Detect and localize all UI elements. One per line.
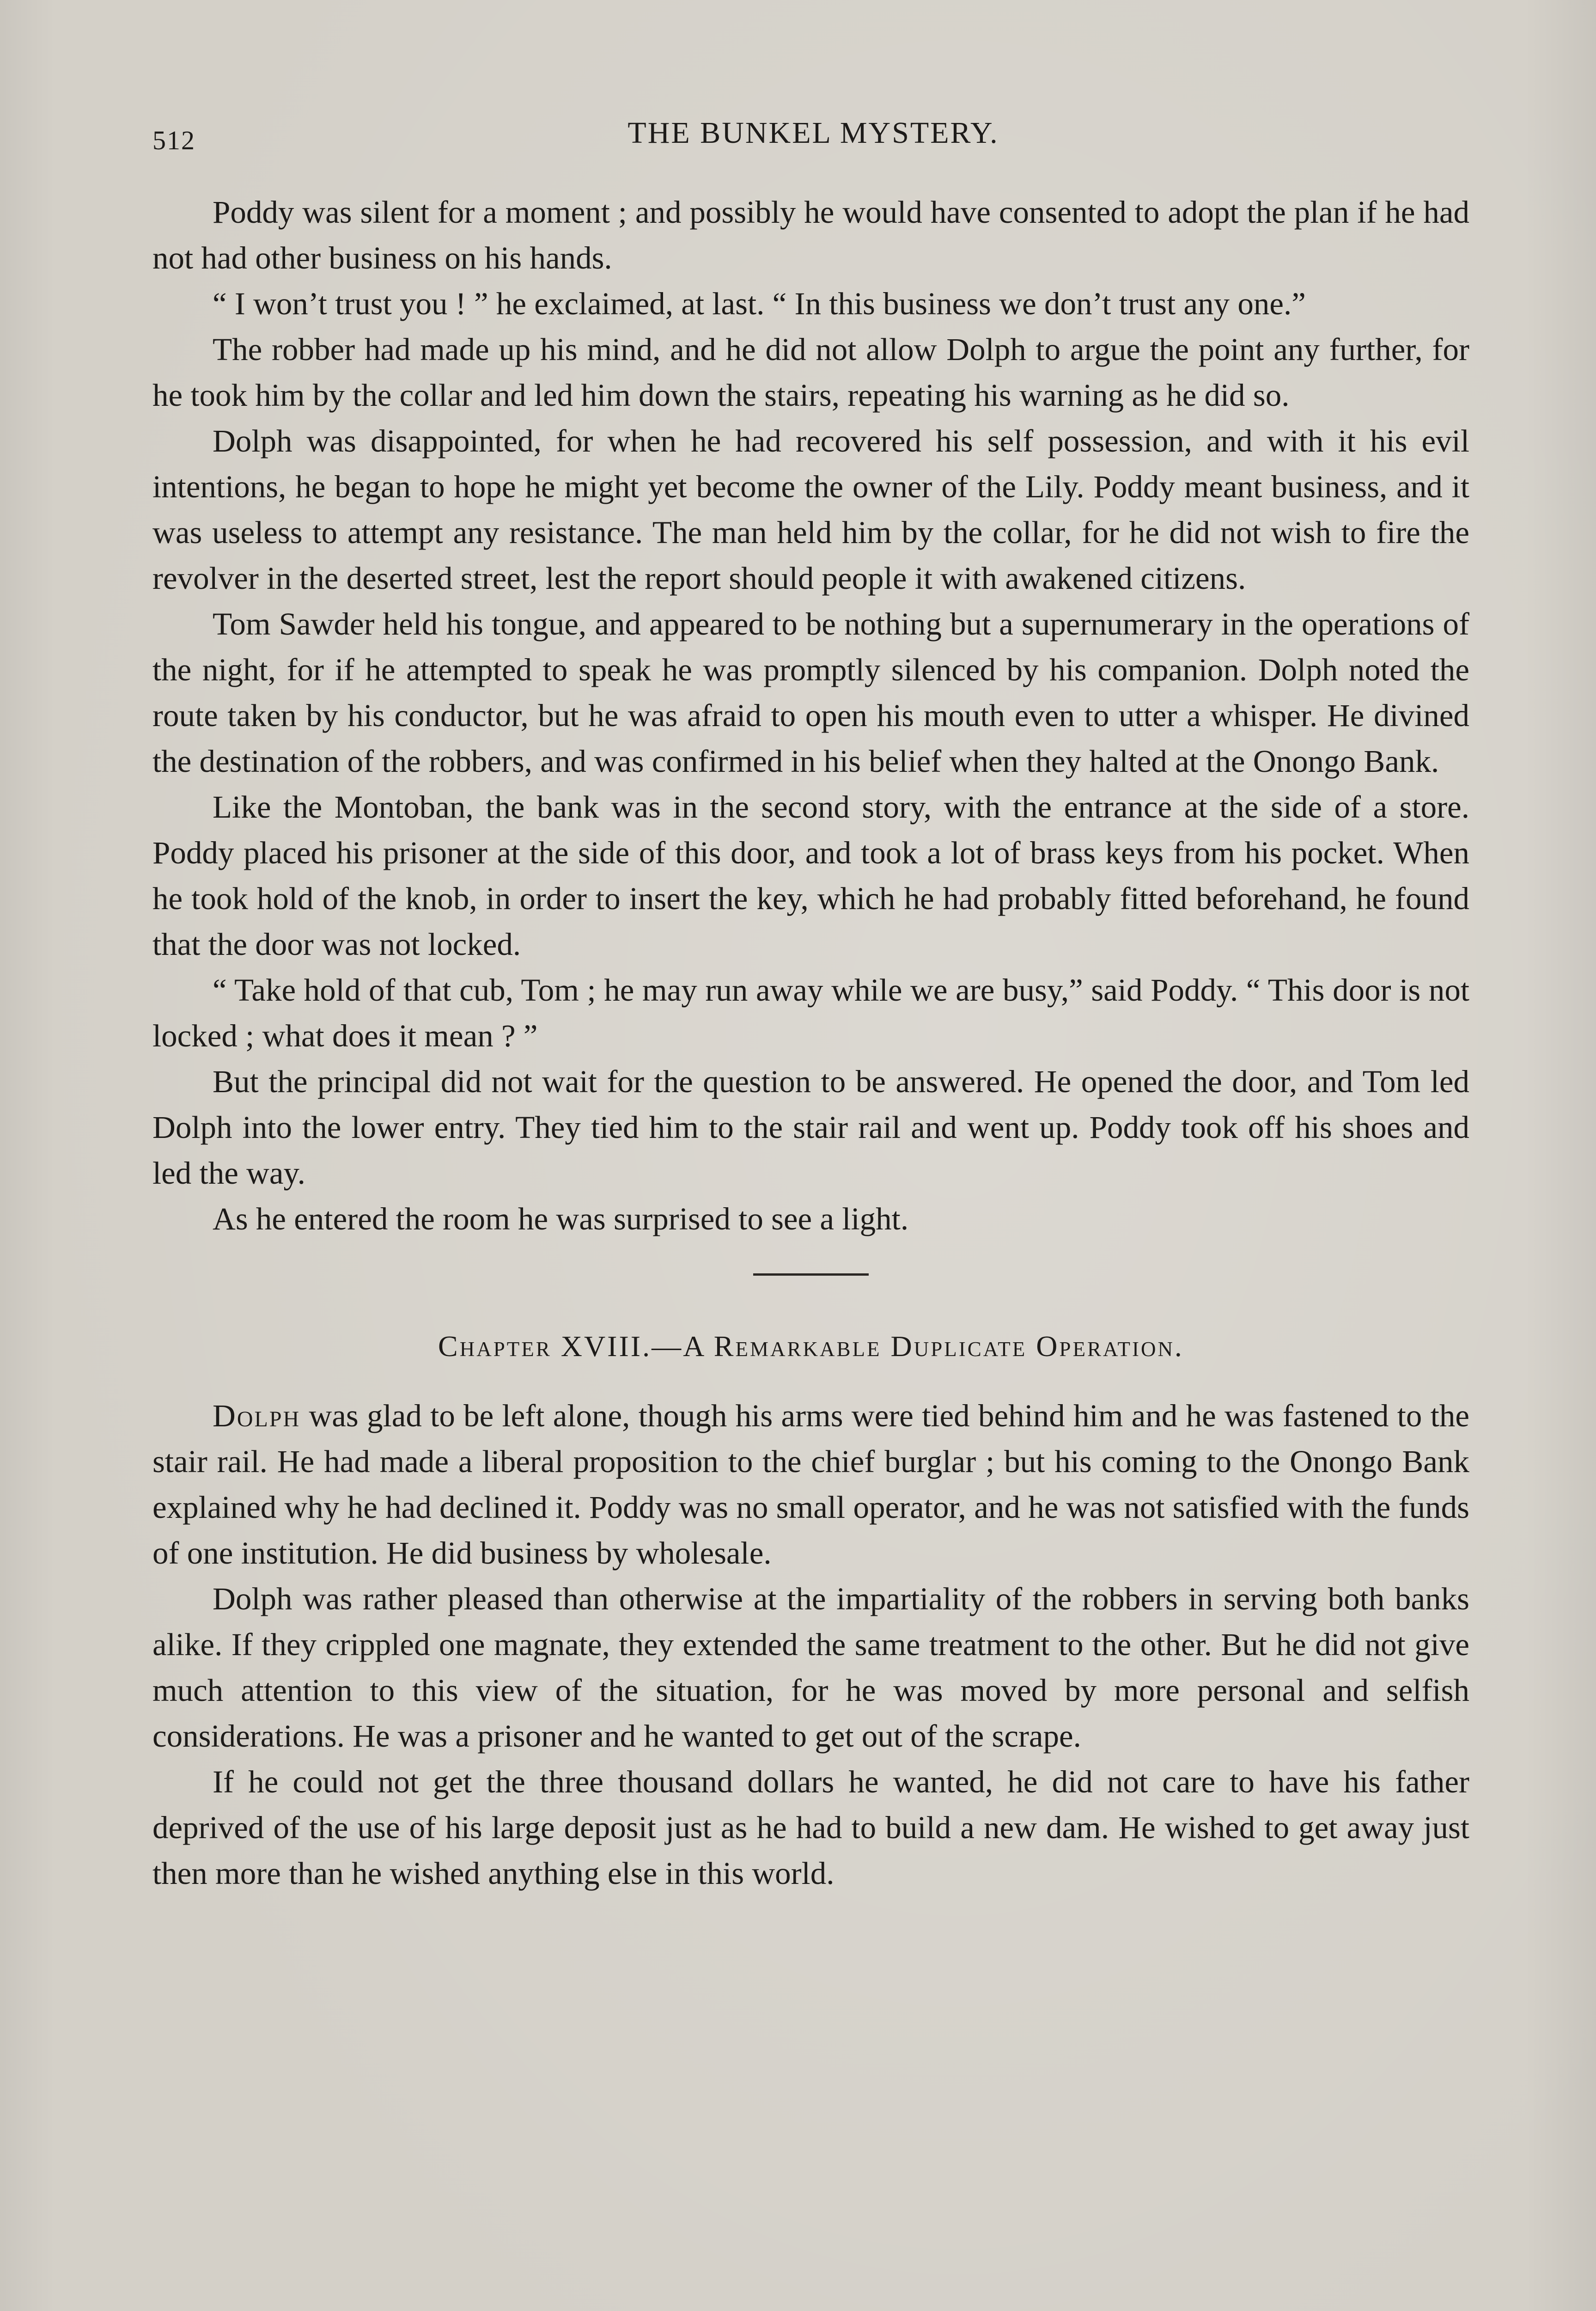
paragraph: But the principal did not wait for the question to be answered. He opened the door, and Tom led Dolph into the lower entry. They tied him to the stair rail and went up. Poddy took off his shoes and led the way. <box>152 1064 1469 1191</box>
body-text <box>152 190 1469 1896</box>
run-in-word: Dolph <box>213 1398 301 1433</box>
paragraph: Poddy was silent for a moment ; and possibly he would have consented to adopt the plan if he had not had other business on his hands. <box>152 195 1469 275</box>
paragraph: “ Take hold of that cub, Tom ; he may run away while we are busy,” said Poddy. “ This door is not locked ; what does it mean ? ” <box>152 972 1469 1053</box>
paragraph: Dolph was rather pleased than otherwise at the impartiality of the robbers in serving both banks alike. If they crippled one magnate, they extended the same treatment to the other. But he did not give much attention to this view of the situation, for he was moved by more personal and selfish considerations. He was a prisoner and he wanted to get out of the scrape. <box>152 1581 1469 1754</box>
page-number: 512 <box>152 125 195 155</box>
paragraph: If he could not get the three thousand dollars he wanted, he did not care to have his father deprived of the use of his large deposit just as he had to build a new dam. He wished to get away just then more than he wished anything else in this world. <box>152 1764 1469 1891</box>
paragraph: “ I won’t trust you ! ” he exclaimed, at last. “ In this business we don’t trust any one.” <box>213 286 1306 321</box>
paragraph-text: was glad to be left alone, though his arms were tied behind him and he was fastened to the stair rail. He had made a liberal proposition to the chief burglar ; but his coming to the Onongo Bank explained why he had declined it. Poddy was no small operator, and he was not satisfied with the funds of one institution. He did business by wholesale. <box>152 1398 1469 1571</box>
chapter-heading: Chapter XVIII.—A Remarkable Duplicate Operation. <box>438 1330 1184 1363</box>
paragraph: Like the Montoban, the bank was in the second story, with the entrance at the side of a store. Poddy placed his prisoner at the side of this door, and took a lot of brass keys from his pocket. When he took hold of the knob, in order to insert the key, which he had probably fitted beforehand, he found that the door was not locked. <box>152 789 1469 962</box>
running-title: THE BUNKEL MYSTERY. <box>627 116 999 150</box>
paragraph: As he entered the room he was surprised to see a light. <box>213 1201 909 1236</box>
running-head <box>152 116 1474 162</box>
paragraph: Dolph was disappointed, for when he had recovered his self possession, and with it his evil intentions, he began to hope he might yet become the owner of the Lily. Poddy meant business, and it was useless to attempt any resistance. The man held him by the collar, for he did not wish to fire the revolver in the deserted street, lest the report should people it with awakened citizens. <box>152 423 1469 596</box>
section-divider <box>753 1273 869 1276</box>
chapter-first-paragraph <box>152 1393 1469 1576</box>
paragraph: The robber had made up his mind, and he did not allow Dolph to argue the point any further, for he took him by the collar and led him down the stairs, repeating his warning as he did so. <box>152 332 1469 413</box>
paragraph: Tom Sawder held his tongue, and appeared to be nothing but a supernumerary in the operations of the night, for if he attempted to speak he was promptly silenced by his companion. Dolph noted the route taken by his conductor, but he was afraid to open his mouth even to utter a whisper. He divined the destination of the robbers, and was confirmed in his belief when they halted at the Onongo Bank. <box>152 606 1469 779</box>
